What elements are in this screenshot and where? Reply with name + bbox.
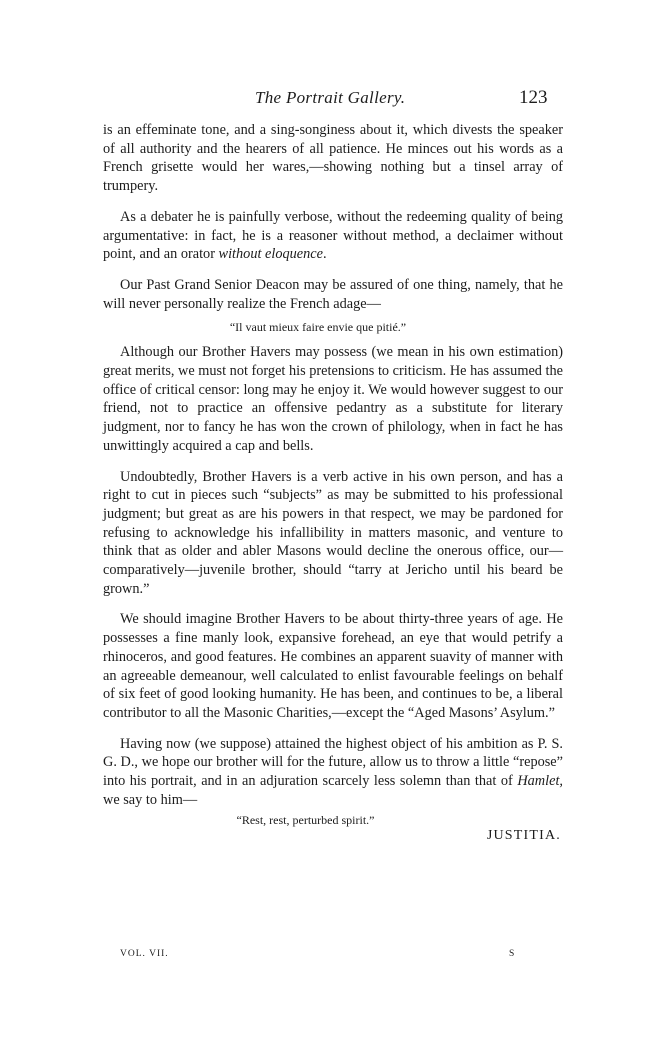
page-number: 123: [519, 87, 548, 108]
paragraph-7-emphasis: Hamlet,: [517, 773, 563, 790]
hamlet-quote: “Rest, rest, perturbed spirit.”: [236, 812, 375, 827]
paragraph-4: Although our Brother Havers may possess (we mean in his own estimation) great merits, we must not forget his pretensions to criticism. He has assumed the office of critical censor: long may he enjoy it. We would however suggest to our friend, not to practice an offensive pedantry as a substitute for literary judgment, nor to fancy he has won the crown of philology, when in fact he has unwittingly acquired a cap and bells.: [103, 344, 563, 454]
running-title: The Portrait Gallery.: [255, 88, 406, 107]
paragraph-2-text: As a debater he is painfully verbose, without the redeeming quality of being argumentative: in fact, he is a reasoner without method, a declaimer without point, and an orator: [103, 208, 563, 263]
paragraph-6: We should imagine Brother Havers to be about thirty-three years of age. He possesses a fine manly look, expansive forehead, an eye that would petrify a rhinoceros, and good features. He combines an apparent suavity of manner with an agreeable demeanour, well calculated to enlist favourable feelings on behalf of six feet of good looking humanity. He has been, and continues to be, a liberal contributor to all the Masonic Charities,—except the “Aged Masons’ Asylum.”: [103, 611, 563, 721]
volume-label: VOL. VII.: [120, 949, 169, 959]
author-signature: JUSTITIA.: [486, 827, 561, 843]
paragraph-2-end: .: [322, 246, 327, 263]
signature-mark: S: [509, 949, 516, 959]
page-footer: [120, 949, 520, 965]
paragraph-2: [103, 208, 563, 264]
paragraph-3: Our Past Grand Senior Deacon may be assured of one thing, namely, that he will never personally realize the French adage—: [103, 276, 563, 312]
paragraph-2-emphasis: without eloquence: [218, 246, 323, 263]
paragraph-1: is an effeminate tone, and a sing-songiness about it, which divests the speaker of all authority and the hearers of all patience. He minces out his words as a French grisette would her wares,—showing nothing but a tinsel array of trumpery.: [103, 122, 563, 195]
paragraph-7-end: we say to him—: [103, 791, 198, 808]
paragraph-7-text: Having now (we suppose) attained the highest object of his ambition as P. S. G. D., we hope our brother will for the future, allow us to throw a little “repose” into his portrait, and in an adjuration scarcely less solemn than that of: [103, 735, 563, 790]
article-body: [103, 121, 563, 845]
french-adage-quote: “Il vaut mieux faire envie que pitié.”: [229, 320, 407, 335]
paragraph-7: [103, 735, 563, 810]
paragraph-5: Undoubtedly, Brother Havers is a verb active in his own person, and has a right to cut in pieces such “subjects” as may be submitted to his professional judgment; but great as are his powers in that respect, we may be pardoned for refusing to acknowledge his infallibility in matters masonic, and venture to think that as older and abler Masons would decline the onerous office, our—comparatively—juvenile brother, should “tarry at Jericho until his beard be grown.”: [103, 468, 563, 597]
page-header: [0, 88, 661, 114]
